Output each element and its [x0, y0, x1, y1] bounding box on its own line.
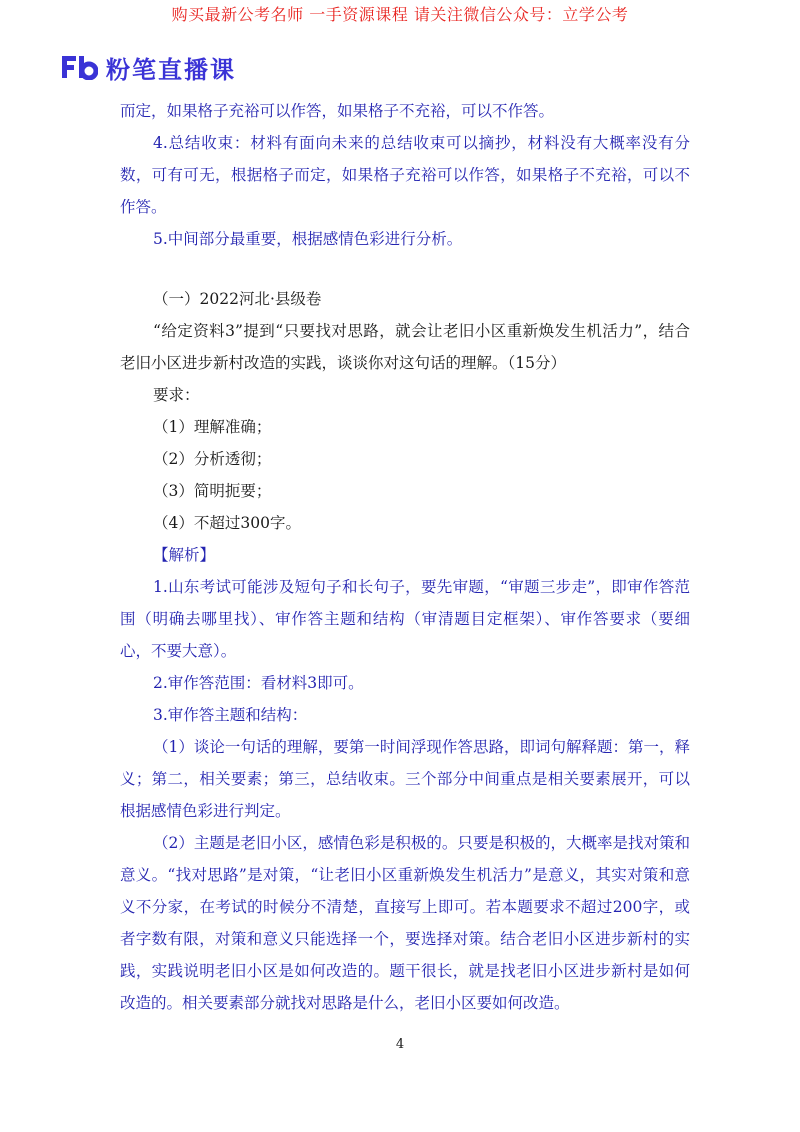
requirement-item: （2）分析透彻； [153, 450, 272, 468]
analysis-heading: 【解析】 [153, 546, 216, 564]
analysis-paragraph: （2）主题是老旧小区，感情色彩是积极的。只要是积极的，大概率是找对策和意义。“找对思路”是对策，“让老旧小区重新焕发生机活力”是意义，其实对策和意义不分家，在考试的时候分不清楚，直接写上即可。若本题要求不超过200字，或者字数有限，对策和意义只能选择一个，要选择对策。结合老旧小区进步新村的实践，实践说明老旧小区是如何改造的。题干很长，就是找老旧小区进步新村是如何改造的。相关要素部分就找对思路是什么，老旧小区要如何改造。 [120, 834, 690, 1012]
requirement-item: （3）简明扼要； [153, 482, 272, 500]
analysis-paragraph: 3.审作答主题和结构： [153, 706, 308, 724]
document-body [120, 95, 690, 1019]
requirement-item: （1）理解准确； [153, 418, 272, 436]
analysis-paragraph: 1.山东考试可能涉及短句子和长句子，要先审题，“审题三步走”，即审作答范围（明确去哪里找）、审作答主题和结构（审清题目定框架）、审作答要求（要细心，不要大意）。 [120, 578, 690, 660]
paragraph-gap [120, 255, 690, 283]
fenbi-logo-icon [62, 54, 98, 80]
requirements-label: 要求： [153, 386, 200, 404]
analysis-paragraph: 2.审作答范围：看材料3即可。 [153, 674, 364, 692]
page-number: 4 [395, 1037, 405, 1052]
fenbi-logo [62, 52, 236, 82]
question-text: “给定资料3”提到“只要找对思路，就会让老旧小区重新焕发生机活力”，结合老旧小区进步新村改造的实践，谈谈你对这句话的理解。（15分） [120, 322, 690, 372]
paragraph: 而定，如果格子充裕可以作答，如果格子不充裕，可以不作答。 [120, 102, 555, 120]
paragraph: 5.中间部分最重要，根据感情色彩进行分析。 [153, 230, 463, 248]
question-heading: （一）2022河北·县级卷 [153, 290, 322, 308]
analysis-paragraph: （1）谈论一句话的理解，要第一时间浮现作答思路，即词句解释题：第一，释义；第二，相关要素；第三，总结收束。三个部分中间重点是相关要素展开，可以根据感情色彩进行判定。 [120, 738, 690, 820]
logo-text: 粉笔直播课 [106, 55, 236, 84]
header-banner: 购买最新公考名师 一手资源课程 请关注微信公众号：立学公考 [171, 5, 629, 24]
paragraph: 4.总结收束：材料有面向未来的总结收束可以摘抄，材料没有大概率没有分数，可有可无，根据格子而定，如果格子充裕可以作答，如果格子不充裕，可以不作答。 [120, 134, 690, 216]
requirement-item: （4）不超过300字。 [153, 514, 301, 532]
